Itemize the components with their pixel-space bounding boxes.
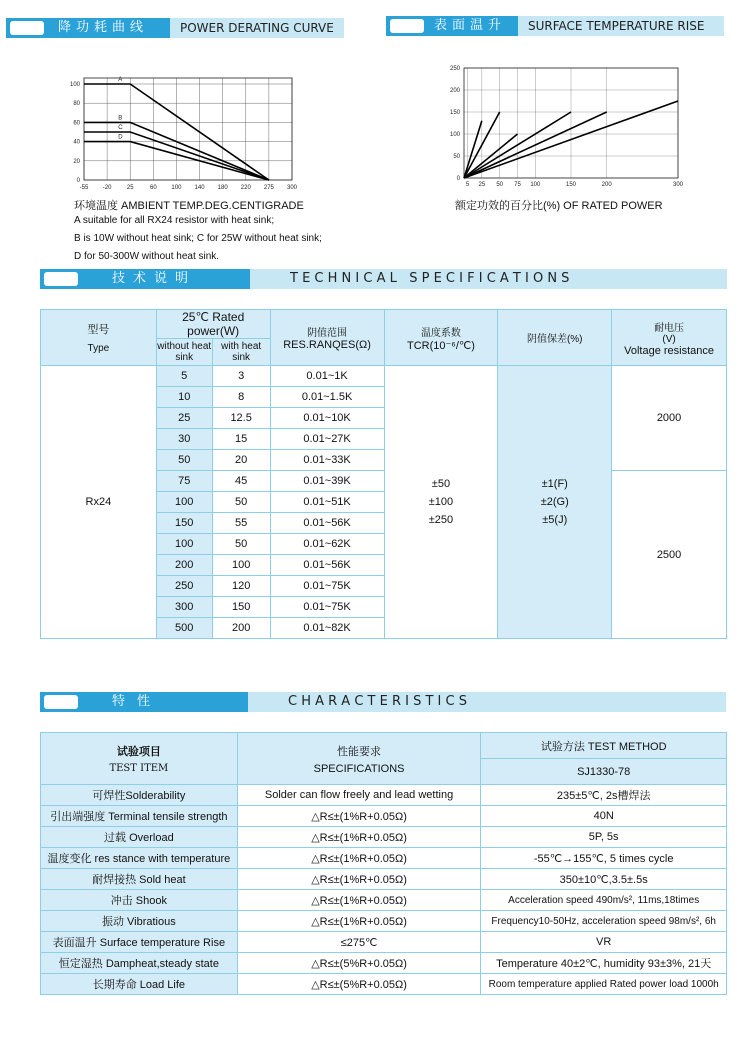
power-with-cell: 150 bbox=[212, 597, 270, 618]
power-with-cell: 120 bbox=[212, 576, 270, 597]
range-header bbox=[270, 310, 384, 366]
x-tick-label: 275 bbox=[263, 185, 274, 191]
characteristic-row bbox=[41, 932, 727, 953]
spec-cell: △R≤±(5%R+0.05Ω) bbox=[237, 953, 481, 974]
power-with-cell: 50 bbox=[212, 492, 270, 513]
tech-specs-title-cn: 技术说明 bbox=[112, 271, 197, 286]
test-item-header bbox=[41, 733, 238, 785]
header-box-icon bbox=[44, 695, 78, 709]
spec-cell: Solder can flow freely and lead wetting bbox=[237, 785, 481, 806]
x-tick-label: 60 bbox=[149, 185, 157, 191]
test-item-cell: 引出端强度 Terminal tensile strength bbox=[41, 806, 238, 827]
power-without-cell: 30 bbox=[156, 429, 212, 450]
test-item-cell: 振动 Vibratious bbox=[41, 911, 238, 932]
characteristic-row bbox=[41, 890, 727, 911]
test-item-cell: 耐焊接热 Sold heat bbox=[41, 869, 238, 890]
x-tick-label: 140 bbox=[194, 185, 205, 191]
x-tick-label: 100 bbox=[530, 182, 541, 188]
header-box-icon bbox=[390, 19, 424, 33]
series-label: C bbox=[118, 125, 123, 131]
spec-cell: △R≤±(1%R+0.05Ω) bbox=[237, 869, 481, 890]
range-cell: 0.01~75K bbox=[270, 576, 384, 597]
y-tick-label: 0 bbox=[76, 178, 80, 184]
test-item-cell: 过载 Overload bbox=[41, 827, 238, 848]
range-cell: 0.01~1.5K bbox=[270, 387, 384, 408]
type-header bbox=[41, 310, 157, 366]
spec-cell: △R≤±(5%R+0.05Ω) bbox=[237, 974, 481, 995]
spec-table bbox=[40, 309, 727, 639]
method-cell: -55℃→155℃, 5 times cycle bbox=[481, 848, 727, 869]
temp-rise-chart bbox=[440, 62, 688, 192]
series-label: D bbox=[118, 134, 123, 141]
method-cell: VR bbox=[481, 932, 727, 953]
header-box-icon bbox=[44, 272, 78, 286]
power-without-cell: 150 bbox=[156, 513, 212, 534]
temp-rise-title-en: SURFACE TEMPERATURE RISE bbox=[528, 19, 705, 33]
characteristic-row bbox=[41, 827, 727, 848]
y-tick-label: 80 bbox=[73, 101, 80, 108]
range-cell: 0.01~1K bbox=[270, 366, 384, 387]
range-cell: 0.01~82K bbox=[270, 618, 384, 639]
y-tick-label: 100 bbox=[69, 82, 80, 88]
power-without-cell: 10 bbox=[156, 387, 212, 408]
tech-specs-header-tab bbox=[40, 269, 250, 289]
characteristics-title-en: C H A R A C T E R I S T I C S bbox=[288, 694, 467, 709]
tech-specs-header bbox=[40, 269, 727, 289]
tcr-header bbox=[384, 310, 498, 366]
spec-cell: ≤275℃ bbox=[237, 932, 481, 953]
derating-header-tab bbox=[6, 18, 170, 38]
power-with-cell: 8 bbox=[212, 387, 270, 408]
type-header-en: Type bbox=[87, 343, 110, 354]
method-cell: 350±10℃,3.5±.5s bbox=[481, 869, 727, 890]
plot-frame bbox=[84, 78, 292, 180]
spec-row bbox=[41, 366, 727, 387]
x-tick-label: 300 bbox=[286, 185, 298, 191]
x-tick-label: 25 bbox=[478, 182, 486, 188]
range-cell: 0.01~51K bbox=[270, 492, 384, 513]
tcr-header-cn: 温度系数 bbox=[420, 327, 461, 339]
method-cell: Room temperature applied Rated power load 1000h bbox=[481, 974, 727, 995]
power-with-cell: 20 bbox=[212, 450, 270, 471]
x-tick-label: -55 bbox=[79, 185, 89, 191]
range-header-cn: 阴值范围 bbox=[307, 328, 348, 339]
tolerance-header: 阴值保差(%) bbox=[498, 310, 612, 366]
test-item-cell: 可焊性Solderability bbox=[41, 785, 238, 806]
temp-rise-header-tab bbox=[386, 16, 518, 36]
x-tick-label: 5 bbox=[465, 182, 470, 188]
test-method-standard: SJ1330-78 bbox=[481, 759, 727, 785]
spec-cell: △R≤±(1%R+0.05Ω) bbox=[237, 911, 481, 932]
voltage-header-cn: 耐电压 bbox=[654, 322, 685, 334]
derating-title-en: POWER DERATING CURVE bbox=[180, 21, 334, 35]
y-tick-label: 50 bbox=[453, 154, 460, 160]
tolerance-value: ±2(G) bbox=[540, 496, 569, 508]
range-cell: 0.01~39K bbox=[270, 471, 384, 492]
y-tick-label: 20 bbox=[73, 158, 80, 165]
power-with-cell: 100 bbox=[212, 555, 270, 576]
power-with-cell: 12.5 bbox=[212, 408, 270, 429]
power-with-cell: 50 bbox=[212, 534, 270, 555]
test-item-header-en: TEST ITEM bbox=[109, 763, 169, 774]
characteristics-header bbox=[40, 692, 726, 712]
derating-note-d: D for 50-300W without heat sink. bbox=[74, 251, 220, 262]
tcr-value: ±250 bbox=[428, 514, 454, 526]
derating-chart bbox=[60, 72, 300, 194]
spec-req-header-cn: 性能要求 bbox=[337, 745, 382, 758]
derating-title-cn: 降功耗曲线 bbox=[58, 20, 149, 35]
x-tick-label: 50 bbox=[496, 182, 504, 188]
voltage-header bbox=[612, 310, 727, 366]
power-with-cell: 45 bbox=[212, 471, 270, 492]
characteristic-row bbox=[41, 911, 727, 932]
spec-cell: △R≤±(1%R+0.05Ω) bbox=[237, 806, 481, 827]
range-cell: 0.01~10K bbox=[270, 408, 384, 429]
y-tick-label: 40 bbox=[73, 139, 80, 146]
characteristics-title-cn: 特性 bbox=[112, 694, 163, 709]
power-without-cell: 200 bbox=[156, 555, 212, 576]
characteristic-row bbox=[41, 869, 727, 890]
tolerance-value: ±5(J) bbox=[542, 514, 568, 526]
tcr-cell bbox=[384, 366, 498, 639]
power-with-cell: 15 bbox=[212, 429, 270, 450]
power-without-cell: 75 bbox=[156, 471, 212, 492]
tcr-header-en: TCR(10⁻⁶/℃) bbox=[406, 339, 475, 352]
method-cell: 5P, 5s bbox=[481, 827, 727, 848]
x-tick-label: 220 bbox=[240, 185, 251, 191]
spec-cell: △R≤±(1%R+0.05Ω) bbox=[237, 827, 481, 848]
y-tick-label: 150 bbox=[449, 110, 460, 116]
test-item-cell: 恒定湿热 Dampheat,steady state bbox=[41, 953, 238, 974]
method-cell: 235±5℃, 2s槽焊法 bbox=[481, 785, 727, 806]
method-cell: Temperature 40±2℃, humidity 93±3%, 21天 bbox=[481, 953, 727, 974]
voltage-header-unit: (V) bbox=[662, 333, 676, 345]
voltage-header-en: Voltage resistance bbox=[624, 344, 714, 357]
test-item-header-cn: 试验项目 bbox=[116, 745, 161, 758]
x-tick-label: 300 bbox=[672, 182, 684, 188]
type-cell: Rx24 bbox=[41, 366, 157, 639]
power-with-cell: 55 bbox=[212, 513, 270, 534]
power-without-cell: 25 bbox=[156, 408, 212, 429]
x-tick-label: 75 bbox=[514, 182, 521, 188]
power-without-cell: 5 bbox=[156, 366, 212, 387]
range-cell: 0.01~56K bbox=[270, 513, 384, 534]
range-cell: 0.01~27K bbox=[270, 429, 384, 450]
y-tick-label: 60 bbox=[73, 120, 80, 127]
derating-note-b: B is 10W without heat sink; C for 25W without heat sink; bbox=[74, 233, 322, 244]
with-heat-sink-header: with heat sink bbox=[212, 339, 270, 366]
series-label: B bbox=[118, 115, 123, 122]
characteristic-row bbox=[41, 974, 727, 995]
power-without-cell: 100 bbox=[156, 492, 212, 513]
spec-cell: △R≤±(1%R+0.05Ω) bbox=[237, 890, 481, 911]
temp-rise-header bbox=[386, 16, 724, 36]
method-cell: 40N bbox=[481, 806, 727, 827]
x-tick-label: 25 bbox=[126, 185, 134, 191]
series-label: A bbox=[118, 77, 123, 83]
test-item-cell: 冲击 Shook bbox=[41, 890, 238, 911]
power-header: 25℃ Rated power(W) bbox=[156, 310, 270, 339]
characteristic-row bbox=[41, 848, 727, 869]
header-box-icon bbox=[10, 21, 44, 35]
power-without-cell: 50 bbox=[156, 450, 212, 471]
power-with-cell: 3 bbox=[212, 366, 270, 387]
temp-rise-title-cn: 表面温升 bbox=[434, 18, 507, 33]
test-item-cell: 温度变化 res stance with temperature bbox=[41, 848, 238, 869]
y-tick-label: 0 bbox=[456, 176, 460, 182]
test-item-cell: 长期寿命 Load Life bbox=[41, 974, 238, 995]
characteristic-row bbox=[41, 785, 727, 806]
x-tick-label: -20 bbox=[102, 185, 112, 191]
x-tick-label: 100 bbox=[171, 185, 182, 191]
derating-xlabel: 环境温度 AMBIENT TEMP.DEG.CENTIGRADE bbox=[74, 200, 304, 212]
characteristic-row bbox=[41, 806, 727, 827]
x-tick-label: 180 bbox=[217, 185, 228, 191]
power-with-cell: 200 bbox=[212, 618, 270, 639]
voltage-cell-2: 2500 bbox=[612, 471, 727, 639]
test-item-cell: 表面温升 Surface temperature Rise bbox=[41, 932, 238, 953]
x-tick-label: 150 bbox=[565, 182, 577, 188]
y-tick-label: 200 bbox=[449, 88, 460, 94]
tolerance-cell bbox=[498, 366, 612, 639]
temp-rise-xlabel: 额定功效的百分比(%) OF RATED POWER bbox=[455, 200, 663, 212]
power-without-cell: 500 bbox=[156, 618, 212, 639]
derating-header bbox=[6, 18, 344, 38]
power-without-cell: 100 bbox=[156, 534, 212, 555]
method-cell: Frequency10-50Hz, acceleration speed 98m/s², 6h bbox=[481, 911, 727, 932]
voltage-cell-1: 2000 bbox=[612, 366, 727, 471]
spec-req-header bbox=[237, 733, 481, 785]
range-cell: 0.01~75K bbox=[270, 597, 384, 618]
range-header-en: RES.RANQES(Ω) bbox=[283, 339, 371, 351]
characteristic-row bbox=[41, 953, 727, 974]
power-without-cell: 250 bbox=[156, 576, 212, 597]
method-cell: Acceleration speed 490m/s², 11ms,18times bbox=[481, 890, 727, 911]
spec-cell: △R≤±(1%R+0.05Ω) bbox=[237, 848, 481, 869]
characteristics-table bbox=[40, 732, 727, 995]
tcr-value: ±100 bbox=[428, 496, 454, 508]
test-method-header: 试验方法 TEST METHOD bbox=[481, 733, 727, 759]
y-tick-label: 250 bbox=[449, 66, 460, 72]
y-tick-label: 100 bbox=[449, 132, 460, 138]
derating-note-a: A suitable for all RX24 resistor with heat sink; bbox=[74, 215, 275, 226]
x-tick-label: 200 bbox=[601, 182, 612, 188]
power-without-cell: 300 bbox=[156, 597, 212, 618]
tolerance-value: ±1(F) bbox=[541, 478, 568, 490]
range-cell: 0.01~33K bbox=[270, 450, 384, 471]
range-cell: 0.01~62K bbox=[270, 534, 384, 555]
tech-specs-title-en: T E C H N I C A L S P E C I F I C A T I O N S bbox=[290, 271, 570, 286]
range-cell: 0.01~56K bbox=[270, 555, 384, 576]
spec-req-header-en: SPECIFICATIONS bbox=[313, 762, 405, 775]
tcr-value: ±50 bbox=[431, 478, 451, 490]
without-heat-sink-header: without heat sink bbox=[156, 339, 212, 366]
characteristics-header-tab bbox=[40, 692, 248, 712]
type-header-cn: 型号 bbox=[87, 324, 110, 336]
